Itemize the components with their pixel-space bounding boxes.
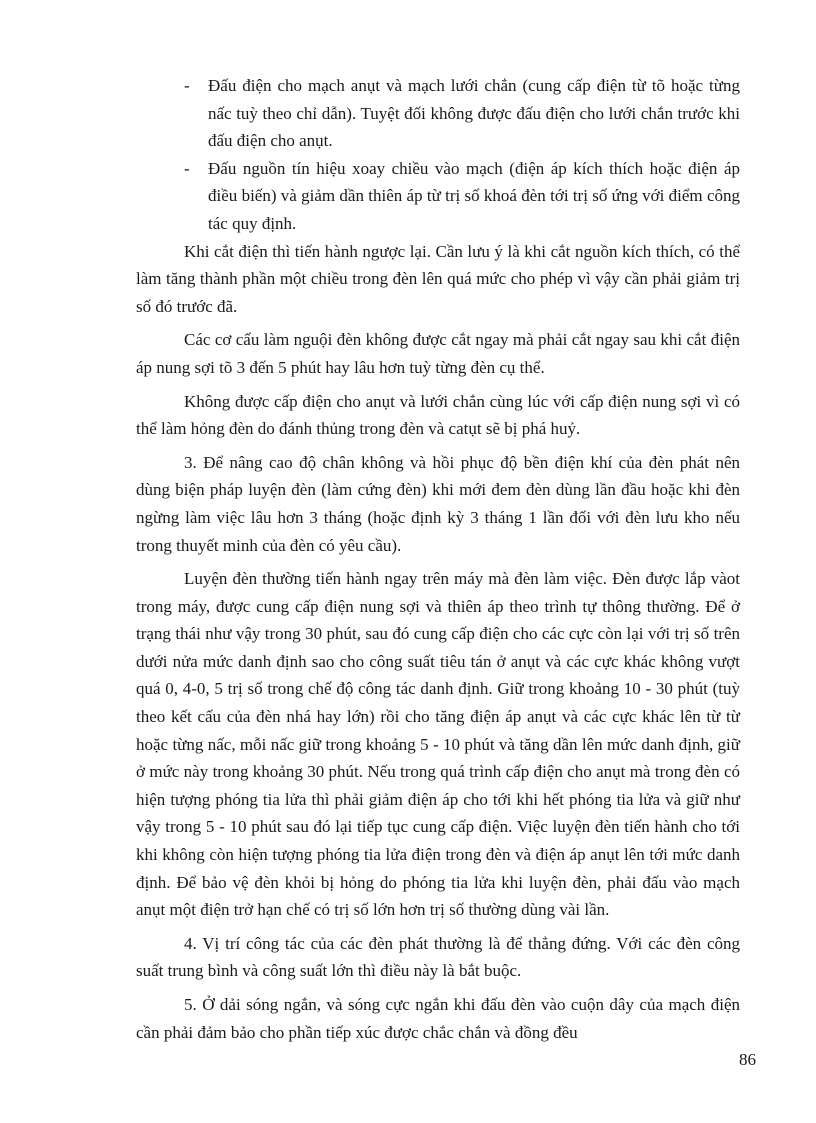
bullet-item [136, 72, 740, 155]
paragraph: 5. Ở dải sóng ngắn, và sóng cực ngắn khi đấu đèn vào cuộn dây của mạch điện cần phải đảm bảo cho phần tiếp xúc được chắc chắn và đồng đều [136, 995, 740, 1042]
paragraph: 3. Để nâng cao độ chân không và hồi phục độ bền điện khí của đèn phát nên dùng biện pháp luyện đèn (làm cứng đèn) khi mới đem đèn dùng lần đầu hoặc khi đèn ngừng làm việc lâu hơn 3 tháng (hoặc định kỳ 3 tháng 1 lần đối với đèn lưu kho nếu trong thuyết minh của đèn có yêu cầu). [136, 452, 740, 555]
bullet-text: Đấu nguồn tín hiệu xoay chiều vào mạch (điện áp kích thích hoặc điện áp điều biến) và giảm dần thiên áp từ trị số khoá đèn tới trị số ứng với điểm công tác quy định. [208, 158, 740, 233]
bullet-dash: - [184, 158, 190, 178]
paragraph: 4. Vị trí công tác của các đèn phát thường là để thẳng đứng. Với các đèn công suất trung bình và công suất lớn thì điều này là bắt buộc. [136, 933, 740, 981]
bullet-text: Đấu điện cho mạch anụt và mạch lưới chắn (cung cấp điện từ tõ hoặc từng nấc tuỳ theo chỉ dẫn). Tuyệt đối không được đấu điện cho lưới chắn trước khi đấu điện cho anụt. [208, 76, 740, 151]
paragraph: Các cơ cấu làm nguội đèn không được cắt ngay mà phải cắt ngay sau khi cắt điện áp nung sợi tõ 3 đến 5 phút hay lâu hơn tuỳ từng đèn cụ thể. [136, 330, 740, 377]
paragraph: Không được cấp điện cho anụt và lưới chắn cùng lúc với cấp điện nung sợi vì có thể làm hỏng đèn do đánh thủng trong đèn và catụt sẽ bị phá huỷ. [136, 391, 740, 439]
paragraph: Luyện đèn thường tiến hành ngay trên máy mà đèn làm việc. Đèn được lắp vàot trong máy, được cung cấp điện nung sợi và thiên áp theo trình tự thông thường. Để ở trạng thái như vậy trong 30 phút, sau đó cung cấp điện cho các cực còn lại với trị số trên dưới nửa mức danh định sao cho công suất tiêu tán ở anụt và các cực khác không vượt quá 0, 4-0, 5 trị số trong chế độ công tác danh định. Giữ trong khoảng 10 - 30 phút (tuỳ theo kết cấu của đèn nhá hay lớn) rồi cho tăng điện áp anụt và các cực khác lên từ từ hoặc từng nấc, mỗi nấc giữ trong khoảng 5 - 10 phút và tăng dần lên mức danh định, giữ ở mức này trong khoảng 30 phút. Nếu trong quá trình cấp điện cho anụt mà trong đèn có hiện tượng phóng tia lửa thì phải giảm điện áp cho tới khi hết phóng tia lửa và giữ như vậy trong 5 - 10 phút sau đó lại tiếp tục cung cấp điện. Việc luyện đèn tiến hành cho tới khi không còn hiện tượng phóng tia lửa điện trong đèn và điện áp anụt lên tới mức danh định. Để bảo vệ đèn khỏi bị hỏng do phóng tia lửa khi luyện đèn, phải đấu vào mạch anụt một điện trở hạn chế có trị số lớn hơn trị số thường dùng vài lần. [136, 569, 740, 920]
bullet-dash: - [184, 76, 190, 95]
bullet-item [136, 155, 740, 238]
page-number: 86 [739, 1050, 756, 1069]
paragraph: Khi cắt điện thì tiến hành ngược lại. Cần lưu ý là khi cắt nguồn kích thích, có thể làm tăng thành phần một chiều trong đèn lên quá mức cho phép vì vậy cần phải giảm trị số đó trước đã. [136, 241, 740, 316]
document-page [136, 72, 740, 1046]
